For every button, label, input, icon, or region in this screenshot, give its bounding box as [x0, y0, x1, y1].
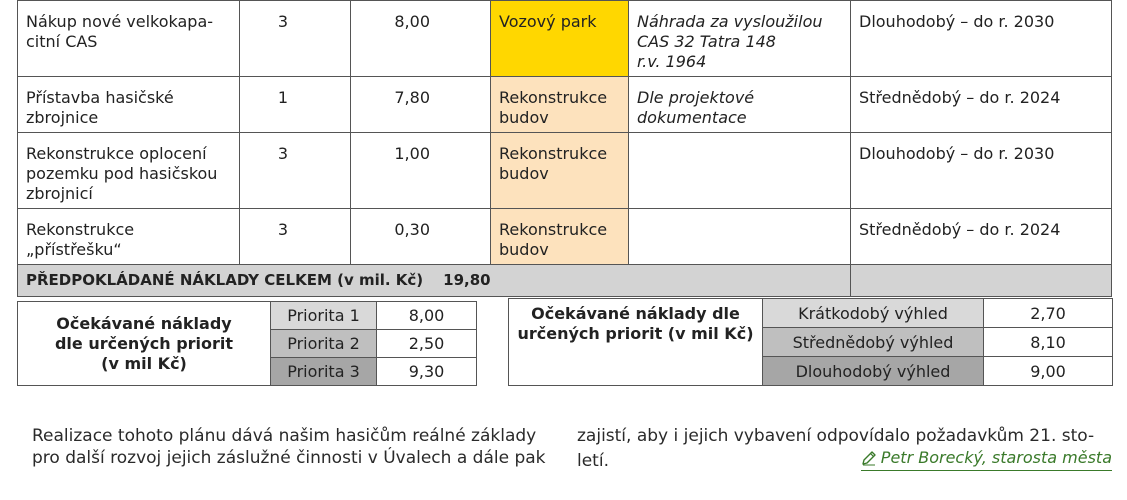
article-line: pro další rozvoj jejich záslužné činnosti v Úvalech a dále pak [32, 448, 546, 468]
priority-label: Priorita 1 [271, 302, 377, 330]
total-empty-cell [851, 265, 1112, 297]
header-line: určených priorit (v mil Kč) [517, 324, 754, 343]
table-row [18, 1, 1112, 77]
item-name-line: „přístřešku“ [26, 240, 122, 259]
outlook-label: Dlouhodobý výhled [763, 357, 984, 386]
item-note-line: Náhrada za vysloužilou [637, 12, 823, 31]
item-note [629, 209, 851, 265]
header-line: Očekávané náklady [56, 313, 232, 333]
investment-plan-table [17, 0, 1112, 297]
priority-label: Priorita 2 [271, 330, 377, 358]
item-priority: 3 [240, 209, 351, 265]
item-name-line: Nákup nové velkokapa- [26, 12, 214, 31]
article-line: Realizace tohoto plánu dává našim hasičům reálné základy [32, 426, 537, 446]
table-row [18, 302, 477, 330]
priority-value: 2,50 [377, 330, 477, 358]
item-category-line: budov [499, 164, 549, 183]
item-category-line: budov [499, 240, 549, 259]
item-term: Dlouhodobý – do r. 2030 [851, 1, 1112, 77]
item-cost: 1,00 [351, 133, 491, 209]
article-last-line [577, 447, 1112, 472]
item-note-line: Dle projektové [637, 88, 755, 107]
table-row [18, 77, 1112, 133]
priority-cost-table [17, 301, 477, 386]
header-line: Očekávané náklady dle [531, 304, 740, 323]
total-row [18, 265, 1112, 297]
priority-label: Priorita 3 [271, 358, 377, 386]
item-category [491, 133, 629, 209]
outlook-value: 8,10 [984, 328, 1113, 357]
outlook-label: Střednědobý výhled [763, 328, 984, 357]
item-term: Střednědobý – do r. 2024 [851, 77, 1112, 133]
item-name [18, 77, 240, 133]
item-name [18, 1, 240, 77]
item-term: Dlouhodobý – do r. 2030 [851, 133, 1112, 209]
item-category-line: Rekonstrukce [499, 144, 608, 163]
item-priority: 3 [240, 1, 351, 77]
item-name [18, 209, 240, 265]
item-note [629, 1, 851, 77]
header-line: dle určených priorit [54, 333, 234, 353]
item-term: Střednědobý – do r. 2024 [851, 209, 1112, 265]
item-category-line: Rekonstrukce [499, 88, 608, 107]
table-row [18, 209, 1112, 265]
item-category-line: budov [499, 108, 549, 127]
item-name [18, 133, 240, 209]
item-note [629, 77, 851, 133]
item-category [491, 209, 629, 265]
article-column-2 [577, 425, 1112, 472]
outlook-value: 2,70 [984, 299, 1113, 328]
table-row [509, 299, 1113, 328]
item-category-line: Rekonstrukce [499, 220, 608, 239]
item-priority: 1 [240, 77, 351, 133]
item-note-line: CAS 32 Tatra 148 [637, 32, 776, 51]
item-name-line: citní CAS [26, 32, 98, 51]
article-line: letí. [577, 451, 609, 471]
outlook-label: Krátkodobý výhled [763, 299, 984, 328]
item-name-line: Přístavba hasičské [26, 88, 174, 107]
total-label: PŘEDPOKLÁDANÉ NÁKLADY CELKEM (v mil. Kč) [26, 271, 424, 289]
item-category: Vozový park [491, 1, 629, 77]
item-cost: 0,30 [351, 209, 491, 265]
item-cost: 8,00 [351, 1, 491, 77]
outlook-value: 9,00 [984, 357, 1113, 386]
item-note-line: dokumentace [637, 108, 747, 127]
signature-text: Petr Borecký, starosta města [880, 448, 1112, 467]
item-category [491, 77, 629, 133]
pencil-icon [861, 450, 877, 466]
article-line: zajistí, aby i jejich vybavení odpovídalo požadavkům 21. sto- [577, 426, 1095, 446]
item-note [629, 133, 851, 209]
item-note-line: r.v. 1964 [637, 52, 707, 71]
item-priority: 3 [240, 133, 351, 209]
total-cell [18, 265, 851, 297]
article-column-1 [32, 425, 554, 469]
item-name-line: pozemku pod hasičskou [26, 164, 218, 183]
priority-value: 8,00 [377, 302, 477, 330]
item-name-line: zbrojnice [26, 108, 99, 127]
priority-table-header [18, 302, 271, 386]
priority-value: 9,30 [377, 358, 477, 386]
item-cost: 7,80 [351, 77, 491, 133]
signature [861, 447, 1112, 471]
item-name-line: Rekonstrukce [26, 220, 135, 239]
header-line: (v mil Kč) [101, 353, 187, 373]
outlook-table-header [509, 299, 763, 386]
table-row [18, 133, 1112, 209]
total-value: 19,80 [443, 271, 491, 289]
item-name-line: Rekonstrukce oplocení [26, 144, 207, 163]
outlook-cost-table [508, 298, 1113, 386]
item-name-line: zbrojnicí [26, 184, 93, 203]
